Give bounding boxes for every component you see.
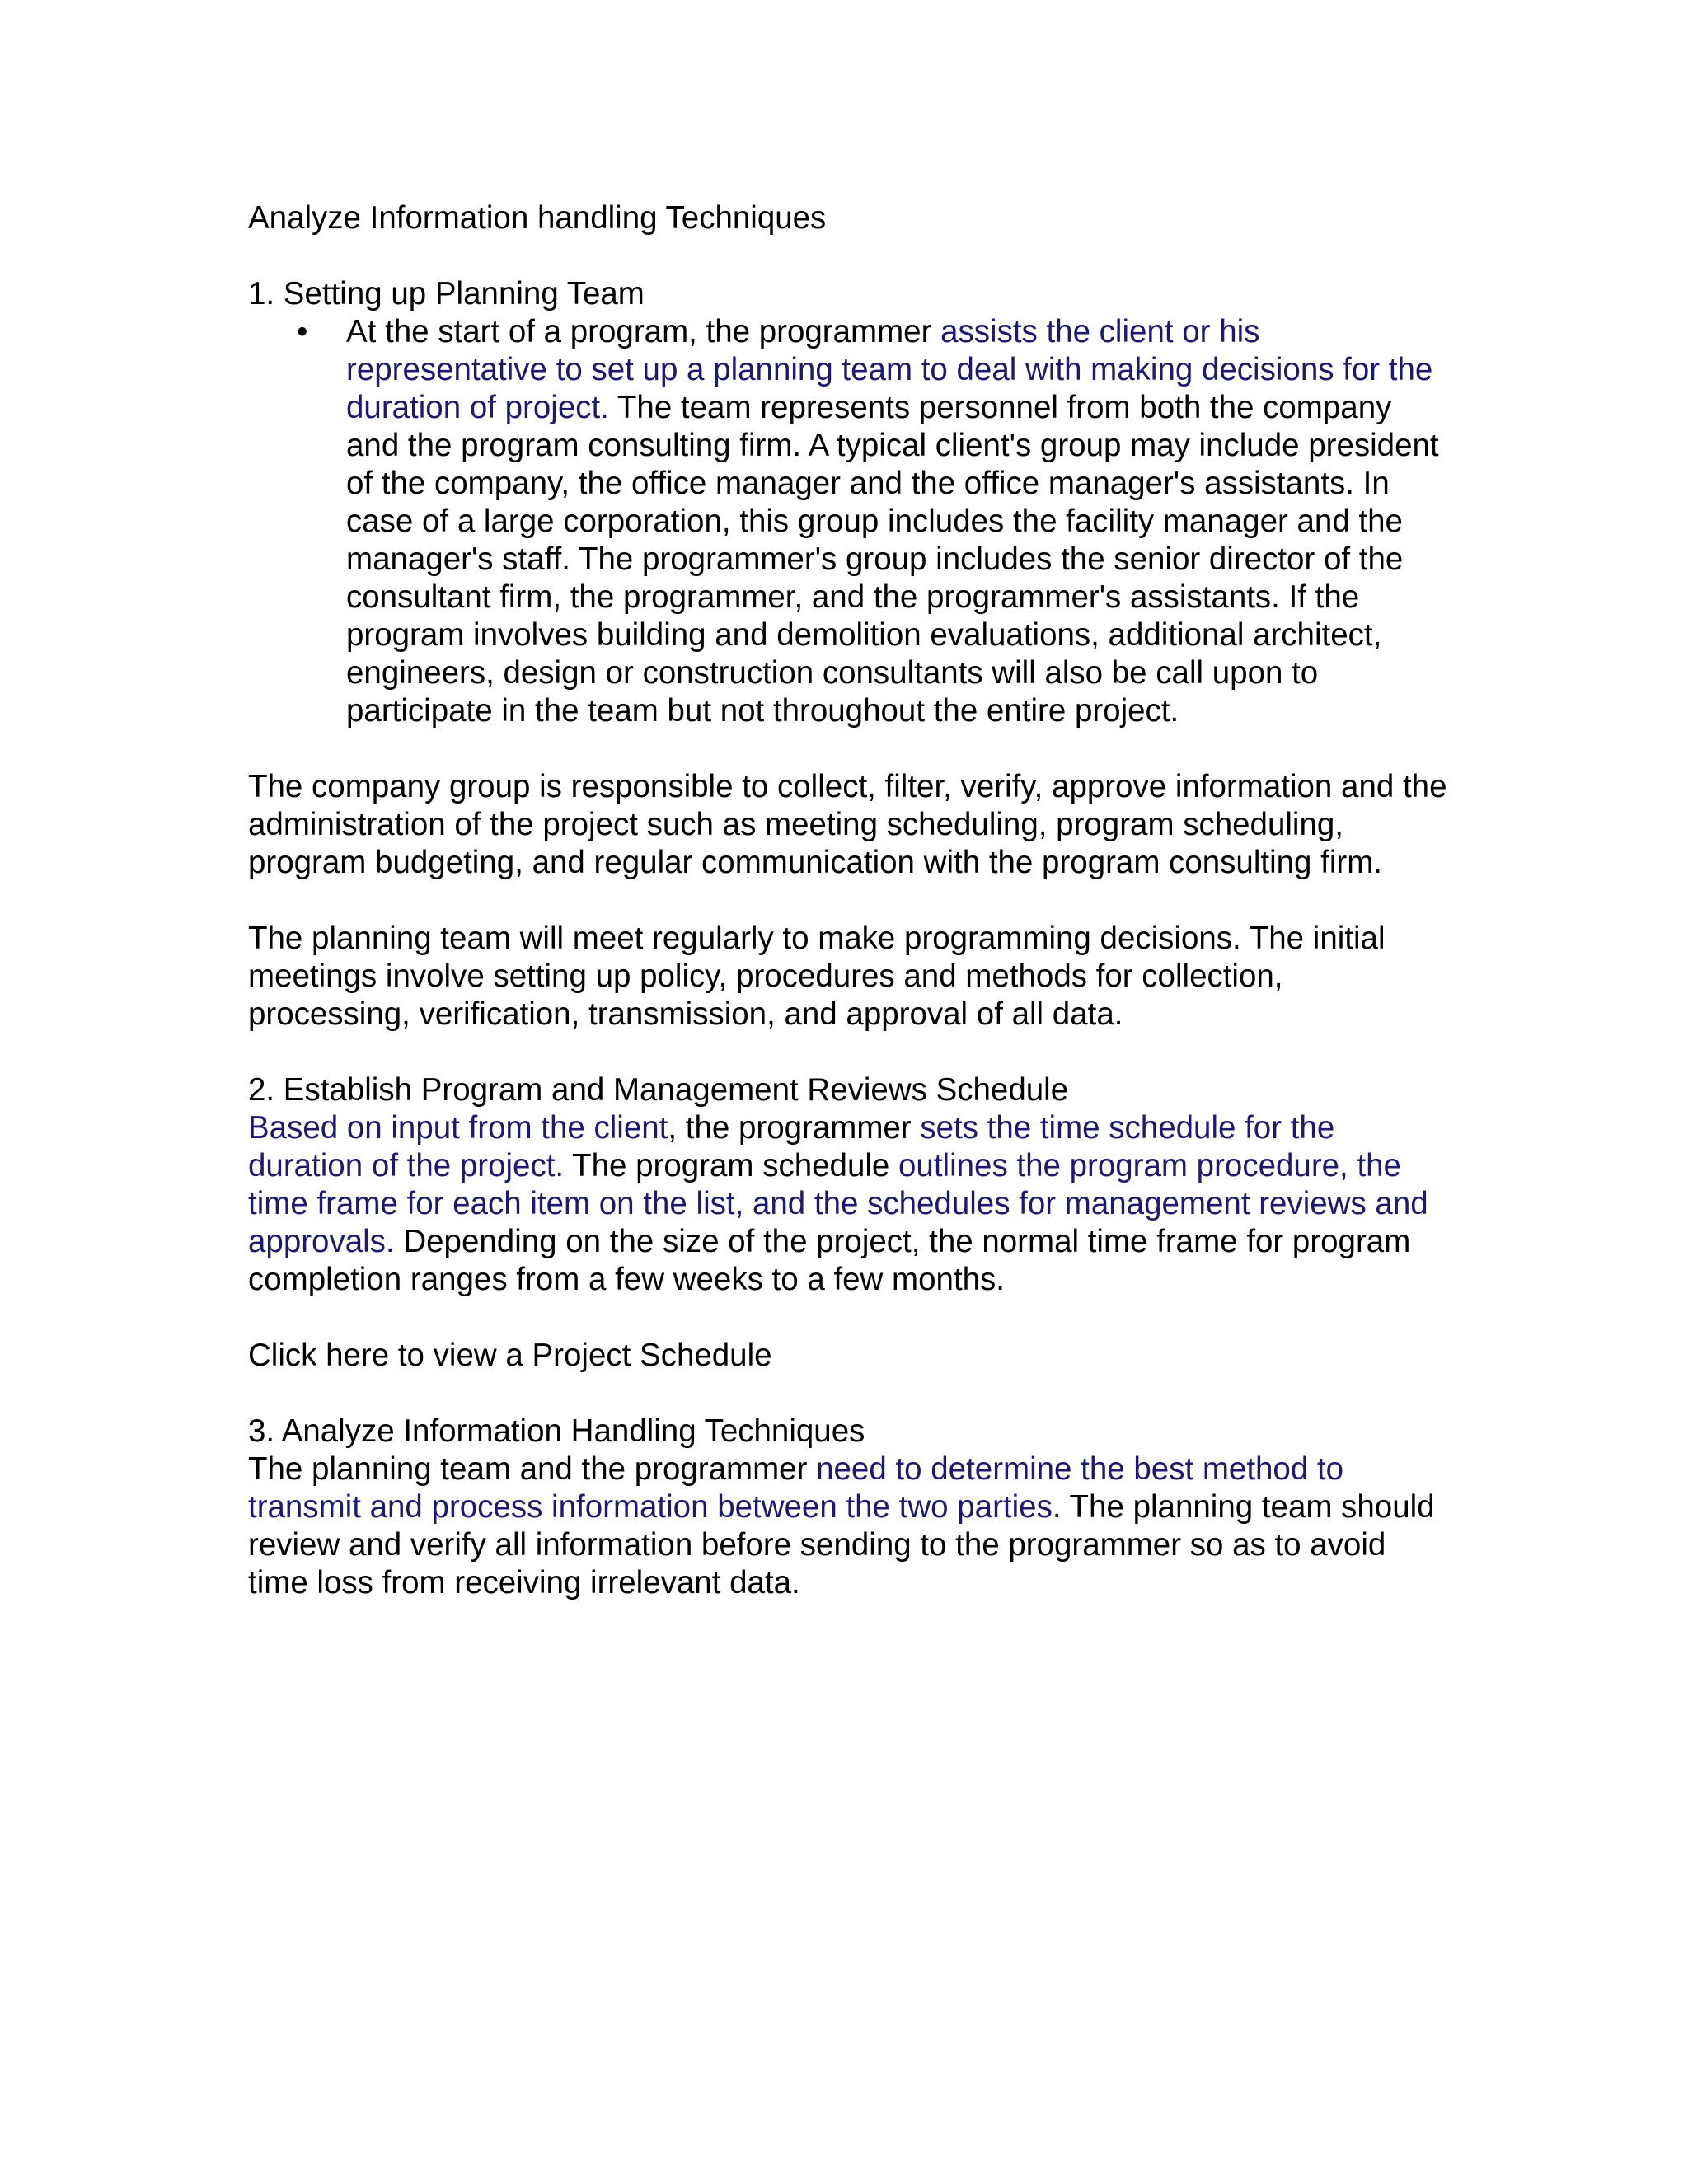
section-2-heading: 2. Establish Program and Management Reviews Schedule — [248, 1072, 1069, 1108]
section-2-text-1: , the programmer — [668, 1110, 921, 1146]
section-1-heading: 1. Setting up Planning Team — [248, 276, 645, 312]
spacer — [248, 1375, 1451, 1413]
project-schedule-link[interactable]: Click here to view a Project Schedule — [248, 1338, 772, 1373]
document-page — [248, 199, 1451, 1602]
bullet-icon: • — [297, 314, 308, 349]
section-1-paragraph-2: The planning team will meet regularly to make programming decisions. The initial meetings involve setting up policy, procedures and methods for collection, processing, verification, transmission, and approval of all data. — [248, 921, 1386, 1032]
section-3-text-1: The planning team and the programmer — [248, 1451, 817, 1487]
bullet-text-1: At the start of a program, the programmer — [346, 314, 941, 349]
bullet-highlight-1: assists the client or his representative to set up a planning team to deal with making decisions for the duration of project. — [346, 314, 1433, 425]
section-2-paragraph — [248, 1109, 1451, 1299]
spacer — [248, 882, 1451, 920]
spacer — [248, 1033, 1451, 1071]
section-2-text-2: The program schedule — [564, 1148, 899, 1183]
section-3-heading: 3. Analyze Information Handling Techniques — [248, 1413, 865, 1449]
section-2-highlight-2: sets the time schedule for the duration of the project. — [248, 1110, 1335, 1183]
spacer — [248, 1299, 1451, 1337]
section-3-text-2: The planning team should review and verify all information before sending to the programmer so as to avoid time loss from receiving irrelevant data. — [248, 1489, 1435, 1601]
spacer — [248, 237, 1451, 275]
bullet-paragraph — [346, 313, 1451, 730]
section-2-highlight-1: Based on input from the client — [248, 1110, 668, 1146]
spacer — [248, 730, 1451, 768]
bullet-item — [297, 313, 1451, 730]
section-3-highlight-1: need to determine the best method to transmit and process information between the two parties. — [248, 1451, 1344, 1525]
section-2-highlight-3: outlines the program procedure, the time frame for each item on the list, and the schedules for management reviews and approvals. — [248, 1148, 1428, 1259]
section-3-paragraph — [248, 1451, 1451, 1602]
section-1-paragraph-1: The company group is responsible to collect, filter, verify, approve information and the administration of the project such as meeting scheduling, program scheduling, program budgeting, and regular communication with the program consulting firm. — [248, 769, 1447, 880]
bullet-text-2: The team represents personnel from both the company and the program consulting firm. A typical client's group may include president of the company, the office manager and the office manager's assistants. In case of a large corporation, this group includes the facility manager and the manager's staff. The programmer's group includes the senior director of the consultant firm, the programmer, and the programmer's assistants. If the program involves building and demolition evaluations, additional architect, engineers, design or construction consultants will also be call upon to participate in the team but not throughout the entire project. — [346, 390, 1439, 729]
document-title: Analyze Information handling Techniques — [248, 200, 827, 236]
section-2-text-3: Depending on the size of the project, the normal time frame for program completion ranges from a few weeks to a few months. — [248, 1224, 1411, 1297]
